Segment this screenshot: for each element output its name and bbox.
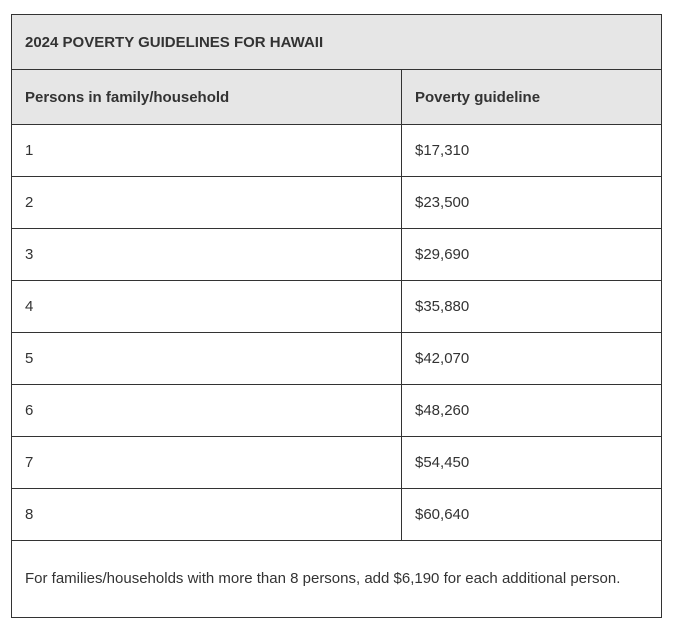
persons-cell: 3 bbox=[12, 229, 402, 281]
table-footnote: For families/households with more than 8 persons, add $6,190 for each additional person. bbox=[12, 541, 662, 618]
persons-cell: 6 bbox=[12, 385, 402, 437]
table-row bbox=[12, 489, 662, 541]
guideline-cell: $60,640 bbox=[402, 489, 662, 541]
table-title-row bbox=[12, 15, 662, 70]
poverty-guidelines-table bbox=[11, 14, 662, 618]
guideline-cell: $17,310 bbox=[402, 125, 662, 177]
persons-cell: 8 bbox=[12, 489, 402, 541]
table-row bbox=[12, 333, 662, 385]
table-row bbox=[12, 229, 662, 281]
column-header-persons: Persons in family/household bbox=[12, 70, 402, 125]
footnote-row bbox=[12, 541, 662, 618]
guideline-cell: $23,500 bbox=[402, 177, 662, 229]
table-title: 2024 POVERTY GUIDELINES FOR HAWAII bbox=[12, 15, 662, 70]
table-row bbox=[12, 385, 662, 437]
persons-cell: 5 bbox=[12, 333, 402, 385]
table-row bbox=[12, 281, 662, 333]
table-row bbox=[12, 437, 662, 489]
column-header-guideline: Poverty guideline bbox=[402, 70, 662, 125]
persons-cell: 2 bbox=[12, 177, 402, 229]
table-row bbox=[12, 125, 662, 177]
guideline-cell: $48,260 bbox=[402, 385, 662, 437]
poverty-guidelines-table-container bbox=[11, 14, 662, 618]
guideline-cell: $42,070 bbox=[402, 333, 662, 385]
table-header-row bbox=[12, 70, 662, 125]
persons-cell: 4 bbox=[12, 281, 402, 333]
guideline-cell: $35,880 bbox=[402, 281, 662, 333]
persons-cell: 1 bbox=[12, 125, 402, 177]
guideline-cell: $54,450 bbox=[402, 437, 662, 489]
persons-cell: 7 bbox=[12, 437, 402, 489]
table-row bbox=[12, 177, 662, 229]
guideline-cell: $29,690 bbox=[402, 229, 662, 281]
